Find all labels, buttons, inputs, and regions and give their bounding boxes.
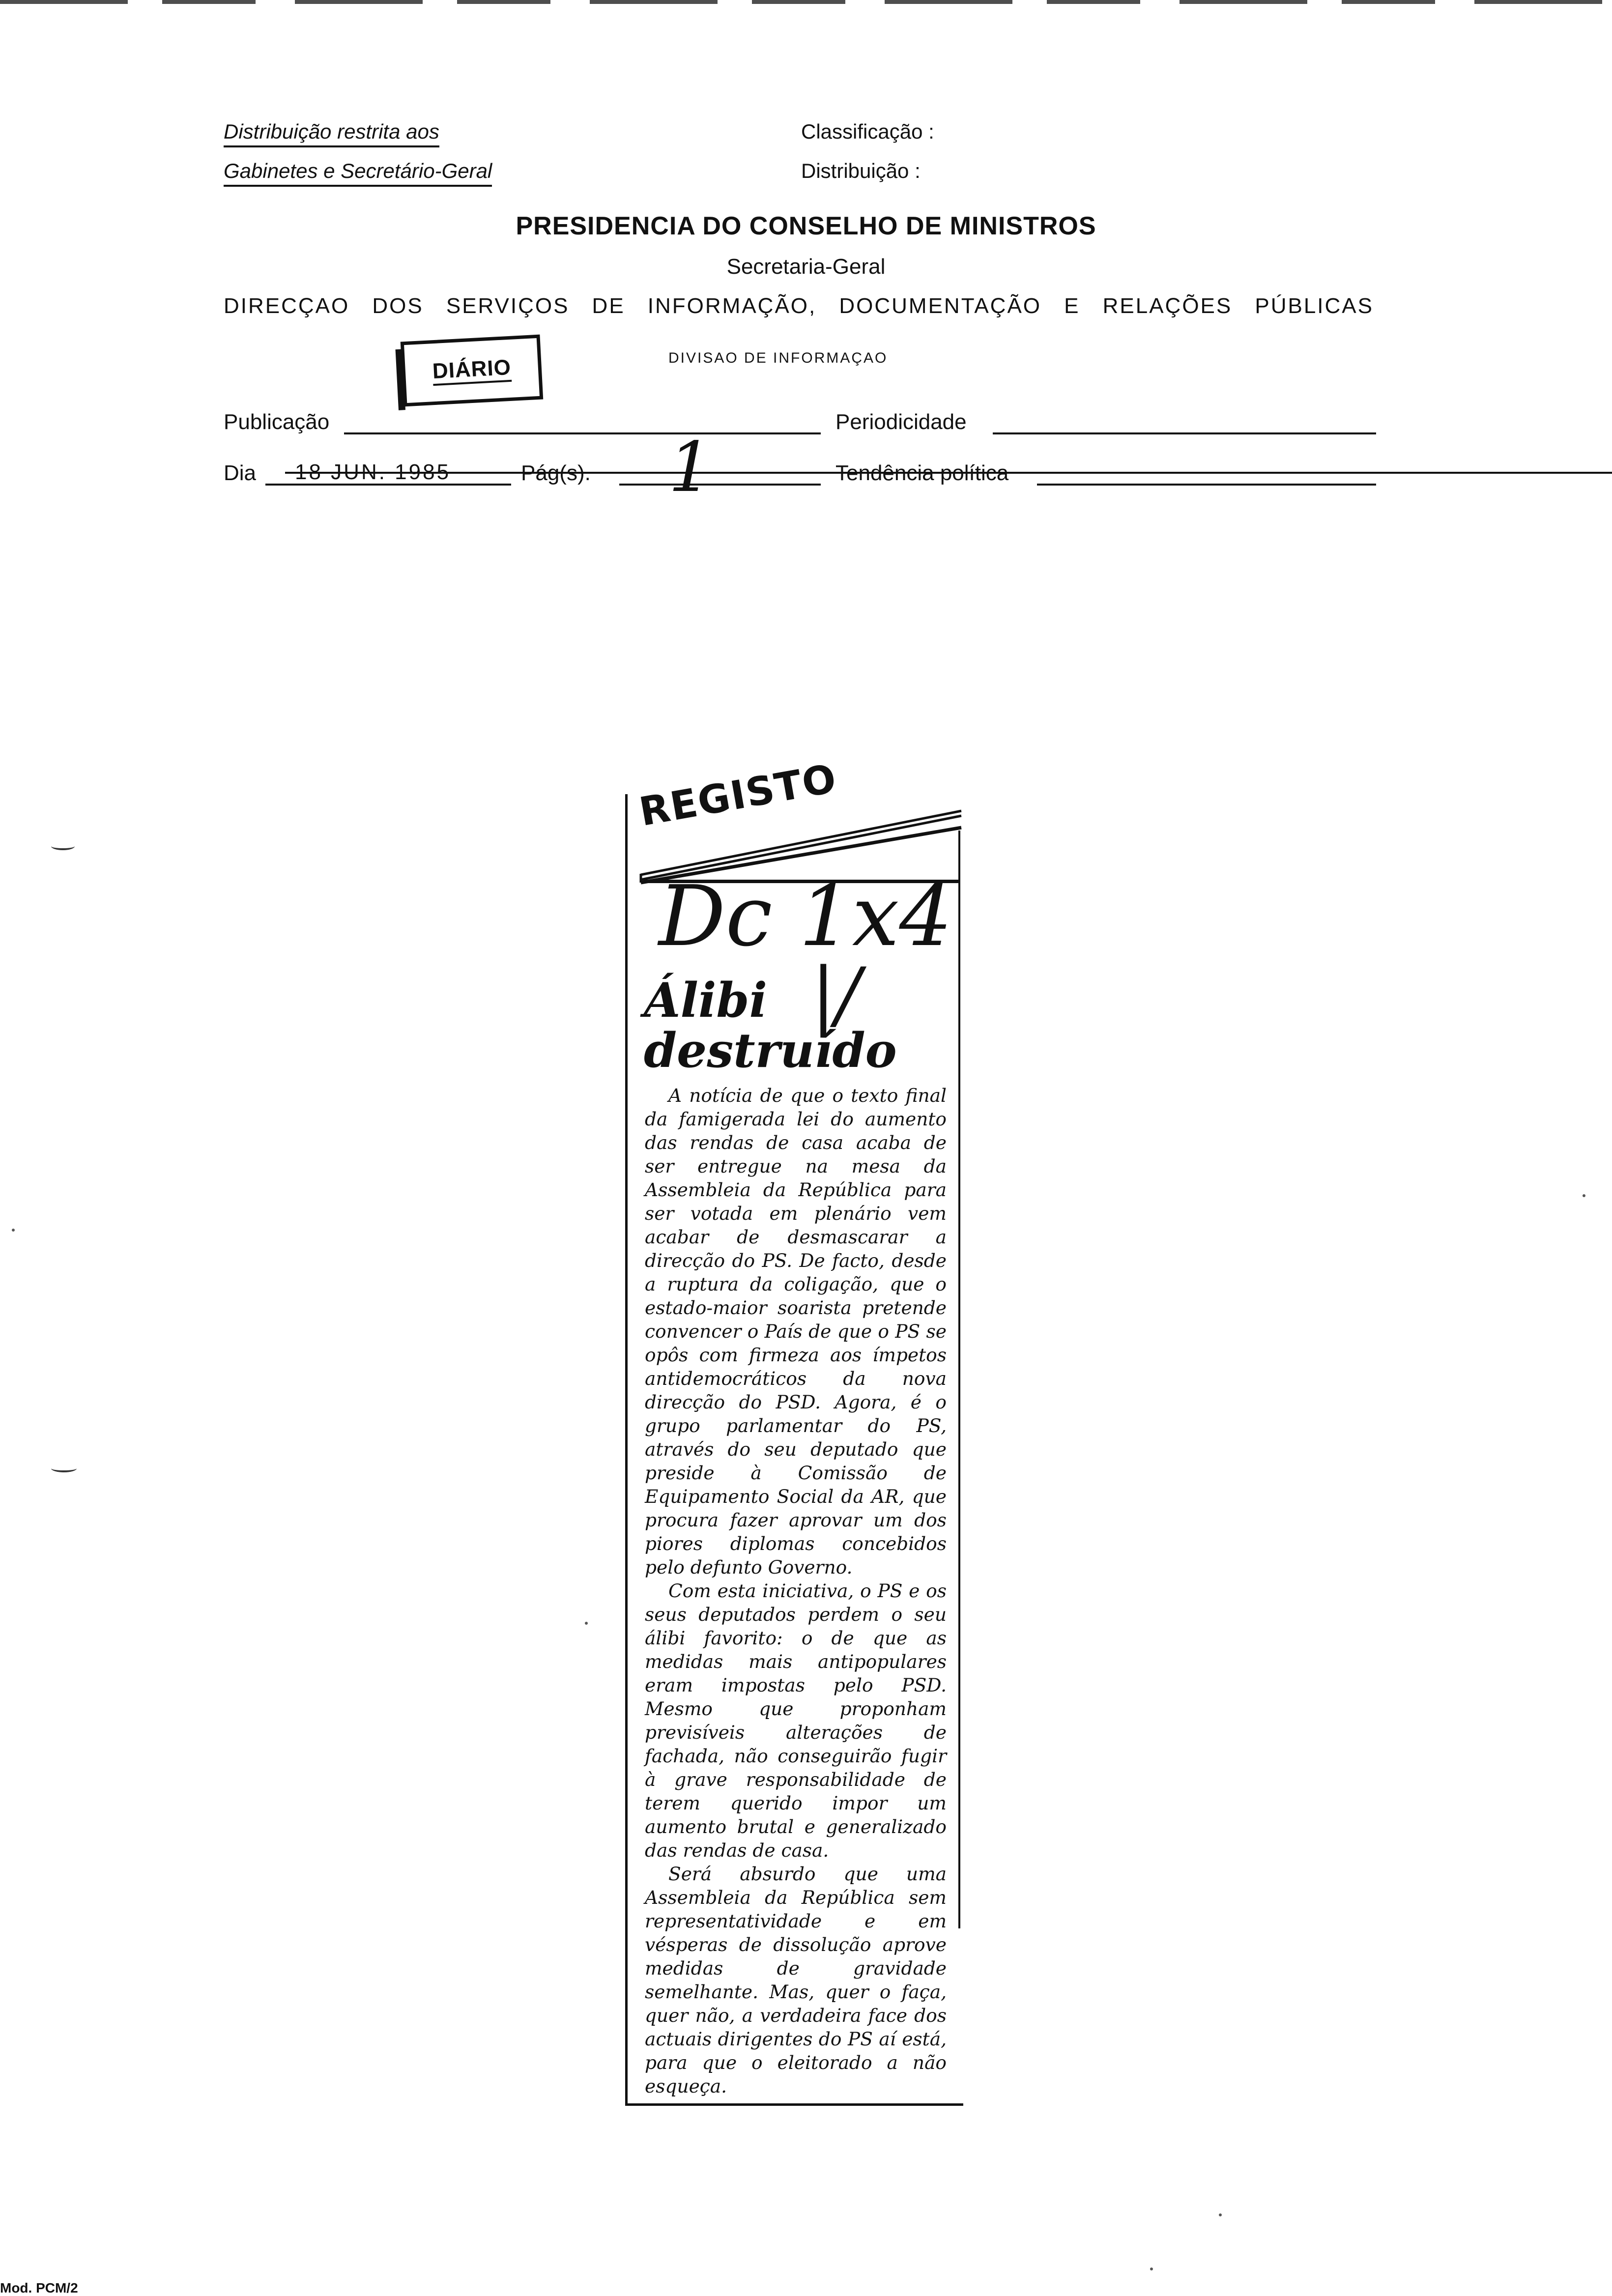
article-paragraph: Será absurdo que uma Assembleia da República sem representatividade e em vésperas de dissolução aprove medidas de gravidade semelhante. Mas, quer o faça, quer não, a verdadeira face dos actuais dirigentes do PS aí está, para que o eleitorado a não esqueça. — [645, 1863, 947, 2097]
article-headline-line1: Álibi — [644, 973, 768, 1028]
article-paragraph: A notícia de que o texto final da famigerada lei do aumento das rendas de casa acaba de ser entregue na mesa da Assembleia da República para ser votada em plenário vem acabar de desmascarar a direcção do PS. De facto, desde a ruptura da coligação, que o estado-maior soarista pretende convencer o País de que o PS se opôs com firmeza aos ímpetos antidemocráticos da nova direcção do PSD. Agora, é o grupo parlamentar do PS, através do seu deputado que preside à Comissão de Equipamento Social da AR, que procura fazer aprovar um dos piores diplomas concebidos pelo defunto Governo. — [645, 1085, 947, 1578]
pags-value: 1 — [668, 428, 713, 508]
classificacao-label: Classificação : — [801, 120, 934, 143]
scan-mark — [51, 842, 75, 850]
form-code: Mod. PCM/2 — [0, 2280, 78, 2296]
page-top-edge — [0, 0, 1612, 4]
division-line: DIVISAO DE INFORMAÇAO — [668, 350, 888, 366]
scan-dot — [1150, 2267, 1153, 2270]
tendencia-label: Tendência política — [835, 461, 1009, 485]
scan-dot — [1583, 1194, 1585, 1197]
restricted-distribution-line1: Distribuição restrita aos — [224, 120, 439, 147]
article-body — [645, 1084, 947, 2098]
page-title: PRESIDENCIA DO CONSELHO DE MINISTROS — [516, 212, 1096, 240]
department-line: DIRECÇAO DOS SERVIÇOS DE INFORMAÇÃO, DOCUMENTAÇÃO E RELAÇÕES PÚBLICAS — [224, 294, 1374, 318]
scan-dot — [1219, 2213, 1222, 2216]
page-subtitle: Secretaria-Geral — [726, 255, 886, 279]
clipping-bottom-border — [625, 2103, 963, 2106]
pags-field-line — [619, 484, 821, 486]
article-headline-line2: destruído — [644, 1023, 897, 1078]
diario-stamp-text: DIÁRIO — [432, 355, 512, 386]
handwritten-mark: |/ — [811, 952, 861, 1038]
clipping-section-label: REGISTO — [635, 755, 840, 835]
diario-stamp — [401, 335, 544, 407]
article-paragraph: Com esta iniciativa, o PS e os seus deputados perdem o seu álibi favorito: o de que as medidas mais antipopulares eram impostas pelo PSD. Mesmo que proponham previsíveis alterações de fachada, não conseguirão fugir à grave responsabilidade de terem querido impor um aumento brutal e generalizado das rendas de casa. — [645, 1580, 947, 1861]
periodicidade-field-line — [993, 432, 1376, 434]
clipping-right-border — [958, 831, 960, 1928]
publicacao-label: Publicação — [224, 410, 330, 434]
publicacao-field-line — [344, 432, 821, 434]
distribuicao-label: Distribuição : — [801, 159, 921, 182]
periodicidade-label: Periodicidade — [835, 410, 967, 434]
dia-label: Dia — [224, 461, 257, 485]
restricted-distribution-line2: Gabinetes e Secretário-Geral — [224, 159, 492, 187]
clipping-left-border — [625, 794, 628, 2103]
tendencia-field-line — [1037, 484, 1376, 486]
scan-mark — [51, 1464, 77, 1472]
handwritten-note: Dc 1x4 — [659, 868, 952, 965]
pags-label: Pág(s). — [521, 461, 591, 485]
dia-value: 18 JUN. 1985 — [295, 460, 1612, 485]
scan-dot — [12, 1229, 15, 1232]
scan-dot — [585, 1622, 588, 1625]
